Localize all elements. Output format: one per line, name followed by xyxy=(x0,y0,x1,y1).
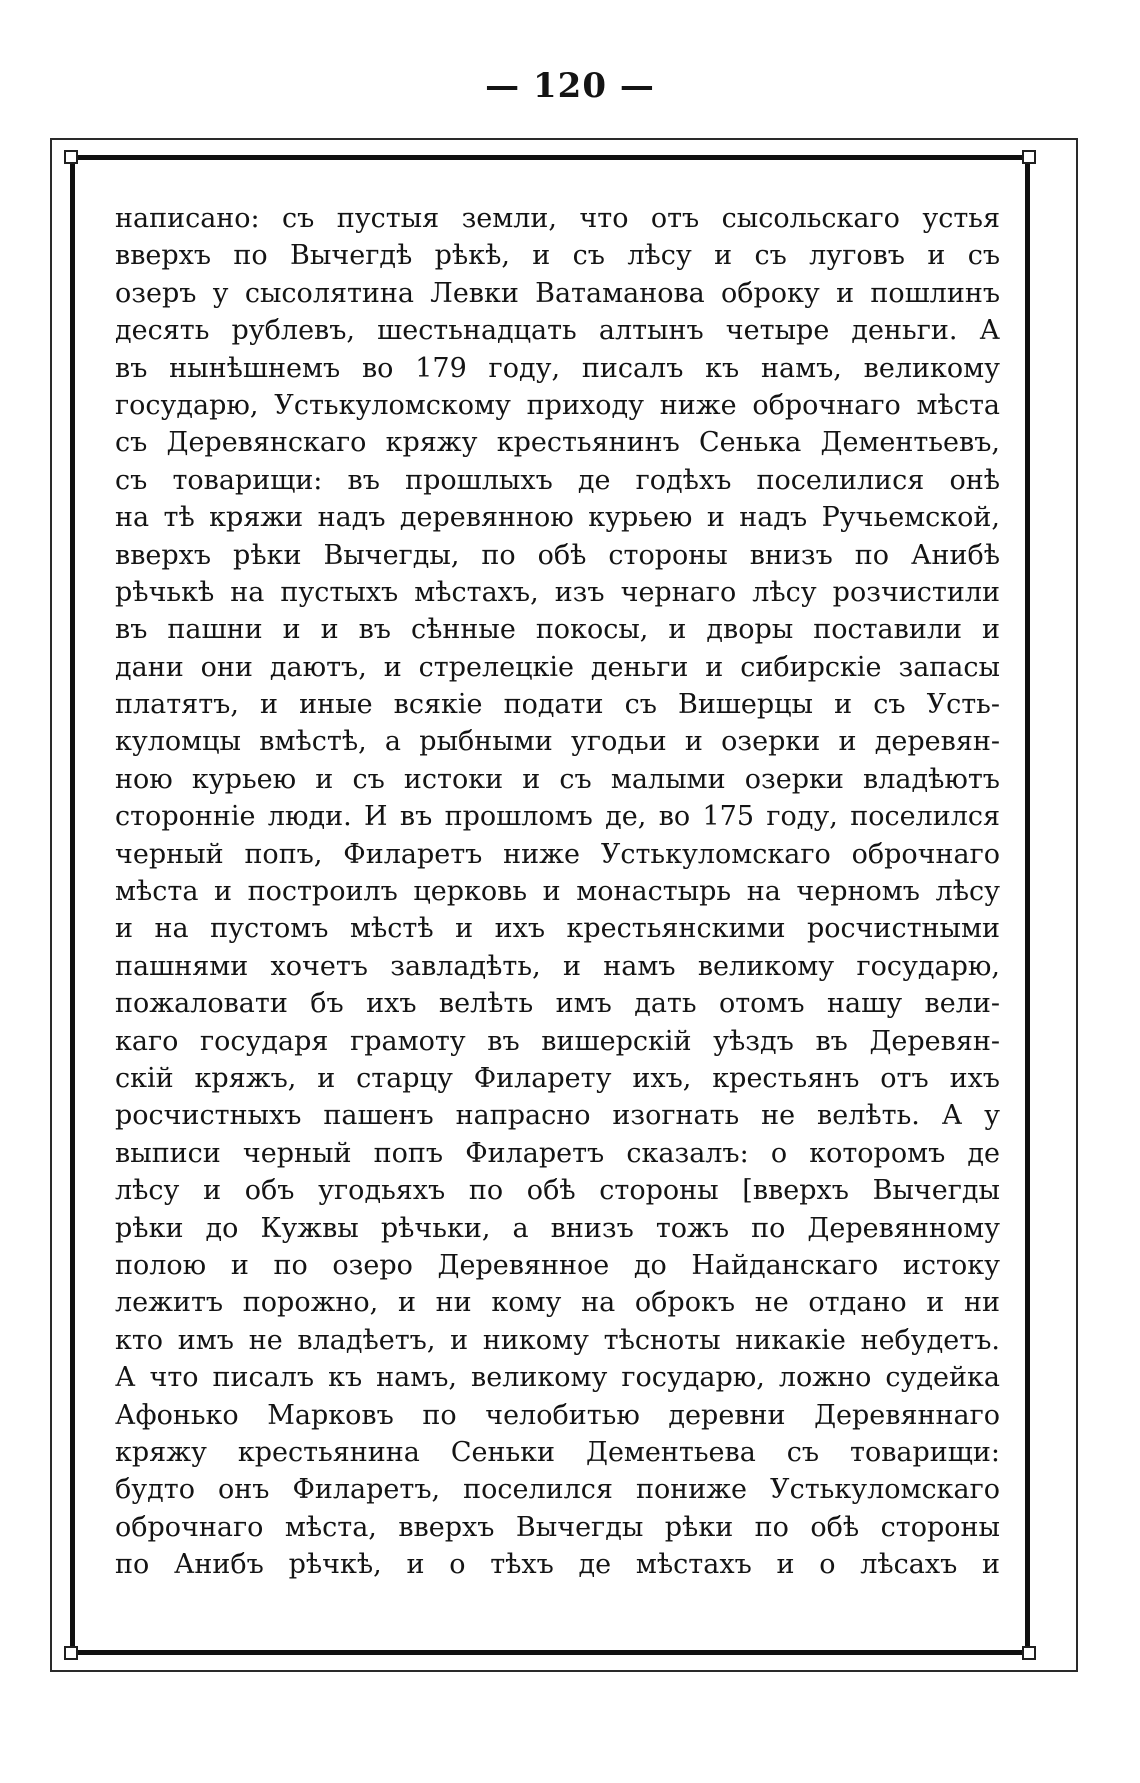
text-line: лежитъ порожно, и ни кому на оброкъ не отдано и ни xyxy=(115,1287,1000,1319)
text-line: въ нынѣшнемъ во 179 году, писалъ къ намъ, великому xyxy=(115,352,1000,384)
text-line: мѣста и построилъ церковь и монастырь на черномъ лѣсу xyxy=(115,876,1000,908)
text-line: полою и по озеро Деревянное до Найданскаго истоку xyxy=(115,1249,1000,1281)
text-line: каго государя грамоту въ вишерскій уѣздъ въ Деревян- xyxy=(115,1025,1000,1057)
text-line: пожаловати бъ ихъ велѣть имъ дать отомъ нашу вели- xyxy=(115,988,1000,1020)
text-line: А что писалъ къ намъ, великому государю, ложно судейка xyxy=(115,1362,1000,1394)
text-line: рѣчькѣ на пустыхъ мѣстахъ, изъ чернаго лѣсу розчистили xyxy=(115,576,1000,608)
text-line: черный попъ, Филаретъ ниже Устькуломскаго оброчнаго xyxy=(115,838,1000,870)
corner-ornament-top-right xyxy=(1022,150,1036,164)
text-line: пашнями хочетъ завладѣть, и намъ великому государю, xyxy=(115,950,1000,982)
text-line: оброчнаго мѣста, вверхъ Вычегды рѣки по обѣ стороны xyxy=(115,1511,1000,1543)
text-line: по Анибъ рѣчкѣ, и о тѣхъ де мѣстахъ и о лѣсахъ и xyxy=(115,1549,1000,1581)
text-line: платятъ, и иные всякіе подати съ Вишерцы и съ Усть- xyxy=(115,689,1000,721)
text-line: дани они даютъ, и стрелецкіе деньги и сибирскіе запасы xyxy=(115,651,1000,683)
text-line: скій кряжъ, и старцу Филарету ихъ, крестьянъ отъ ихъ xyxy=(115,1062,1000,1094)
text-line: съ товарищи: въ прошлыхъ де годѣхъ поселилися онѣ xyxy=(115,464,1000,496)
text-line: сторонніе люди. И въ прошломъ де, во 175 году, поселился xyxy=(115,801,1000,833)
text-line: лѣсу и объ угодьяхъ по обѣ стороны [вверхъ Вычегды xyxy=(115,1175,1000,1207)
corner-ornament-top-left xyxy=(64,150,78,164)
text-line: росчистныхъ пашенъ напрасно изогнать не велѣть. А у xyxy=(115,1100,1000,1132)
text-line: озеръ у сысолятина Левки Ватаманова оброку и пошлинъ xyxy=(115,277,1000,309)
text-line: и на пустомъ мѣстѣ и ихъ крестьянскими росчистными xyxy=(115,913,1000,945)
text-line: десять рублевъ, шестьнадцать алтынъ четыре деньги. А xyxy=(115,315,1000,347)
text-line: куломцы вмѣстѣ, а рыбными угодьи и озерки и деревян- xyxy=(115,726,1000,758)
body-text xyxy=(115,200,1000,1583)
text-line: государю, Устькуломскому приходу ниже оброчнаго мѣста xyxy=(115,389,1000,421)
text-line: на тѣ кряжи надъ деревянною курьею и надъ Ручьемской, xyxy=(115,502,1000,534)
text-line: съ Деревянскаго кряжу крестьянинъ Сенька Дементьевъ, xyxy=(115,427,1000,459)
text-line: написано: съ пустыя земли, что отъ сысольскаго устья xyxy=(115,203,1000,234)
corner-ornament-bottom-left xyxy=(64,1646,78,1660)
corner-ornament-bottom-right xyxy=(1022,1646,1036,1660)
page-number: — 120 — xyxy=(485,66,655,106)
text-line: кто имъ не владѣетъ, и никому тѣсноты никакіе небудетъ. xyxy=(115,1324,1000,1356)
text-line: въ пашни и и въ сѣнные покосы, и дворы поставили и xyxy=(115,614,1000,646)
text-line: вверхъ рѣки Вычегды, по обѣ стороны внизъ по Анибѣ xyxy=(115,539,1000,571)
text-line: Афонько Марковъ по челобитью деревни Деревяннаго xyxy=(115,1399,1000,1431)
text-line: вверхъ по Вычегдѣ рѣкѣ, и съ лѣсу и съ луговъ и съ xyxy=(115,240,1000,272)
text-line: будто онъ Филаретъ, поселился пониже Устькуломскаго xyxy=(115,1474,1000,1506)
text-line: рѣки до Кужвы рѣчьки, а внизъ тожъ по Деревянному xyxy=(115,1212,1000,1244)
text-line: кряжу крестьянина Сеньки Дементьева съ товарищи: xyxy=(115,1436,1000,1468)
text-line: выписи черный попъ Филаретъ сказалъ: о которомъ де xyxy=(115,1137,1000,1169)
text-line: ною курьею и съ истоки и съ малыми озерки владѣютъ xyxy=(115,763,1000,795)
